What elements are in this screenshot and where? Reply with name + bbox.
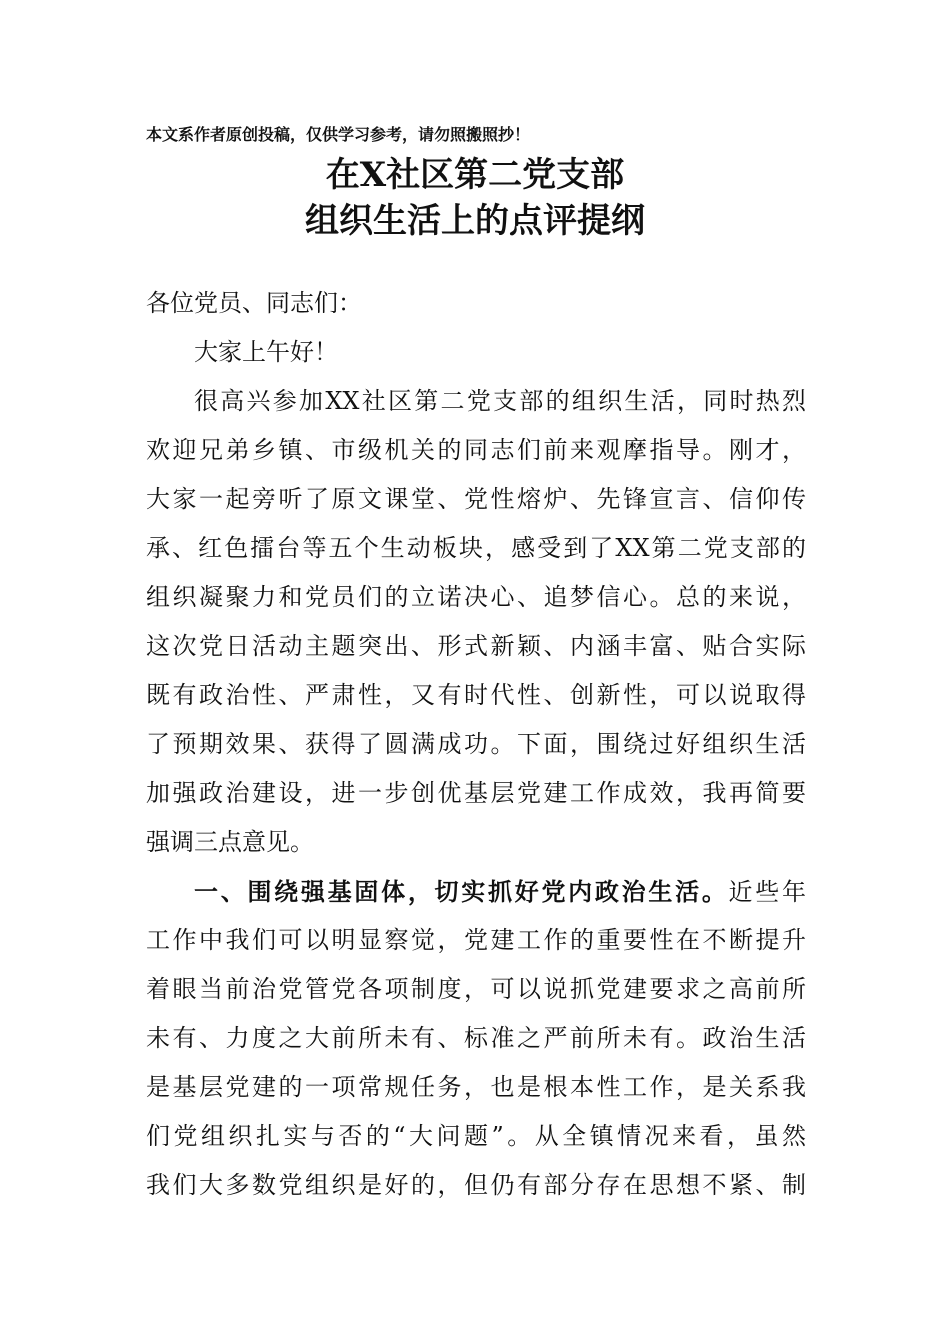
section-1 [146, 867, 806, 1210]
paragraph-line: 未有、力度之大前所未有、标准之严前所未有。政治生活 [146, 1024, 806, 1052]
paragraph-line: 了预期效果、获得了圆满成功。下面，围绕过好组织生活 [146, 730, 806, 758]
paragraph-line: 组织凝聚力和党员们的立诺决心、追梦信心。总的来说， [146, 583, 806, 611]
document-body [146, 279, 806, 1210]
paragraph-line: 大家一起旁听了原文课堂、党性熔炉、先锋宣言、信仰传 [146, 485, 806, 513]
paragraph-line: 欢迎兄弟乡镇、市级机关的同志们前来观摩指导。刚才， [146, 436, 806, 464]
greeting: 大家上午好！ [194, 338, 338, 366]
paragraph-line: 我们大多数党组织是好的，但仍有部分存在思想不紧、制 [146, 1171, 806, 1199]
document-title-line-1: 在X社区第二党支部 [325, 155, 625, 195]
salutation: 各位党员、同志们： [146, 289, 362, 317]
paragraph-line: 加强政治建设，进一步创优基层党建工作成效，我再简要 [146, 779, 806, 807]
paragraph-line: 承、红色擂台等五个生动板块，感受到了XX第二党支部的 [146, 534, 806, 562]
disclaimer-note: 本文系作者原创投稿，仅供学习参考，请勿照搬照抄！ [146, 125, 531, 144]
paragraph-line: 工作中我们可以明显察觉，党建工作的重要性在不断提升 [146, 926, 806, 954]
paragraph-line: 这次党日活动主题突出、形式新颖、内涵丰富、贴合实际 [146, 632, 806, 660]
section-1-lead-text: 近些年 [728, 878, 807, 906]
paragraph-line: 强调三点意见。 [146, 828, 314, 856]
section-1-heading: 一、围绕强基固体，切实抓好党内政治生活。 [194, 877, 729, 906]
paragraph-line: 们党组织扎实与否的“大问题”。从全镇情况来看，虽然 [146, 1122, 806, 1150]
paragraph-line: 着眼当前治党管党各项制度，可以说抓党建要求之高前所 [146, 975, 806, 1003]
paragraph-1 [146, 377, 806, 867]
paragraph-line: 是基层党建的一项常规任务，也是根本性工作，是关系我 [146, 1073, 806, 1101]
paragraph-line: 既有政治性、严肃性，又有时代性、创新性，可以说取得 [146, 681, 806, 709]
section-1-first-line [146, 867, 806, 916]
paragraph-line: 很高兴参加XX社区第二党支部的组织生活，同时热烈 [194, 387, 806, 415]
document-title-line-2: 组织生活上的点评提纲 [305, 201, 645, 241]
